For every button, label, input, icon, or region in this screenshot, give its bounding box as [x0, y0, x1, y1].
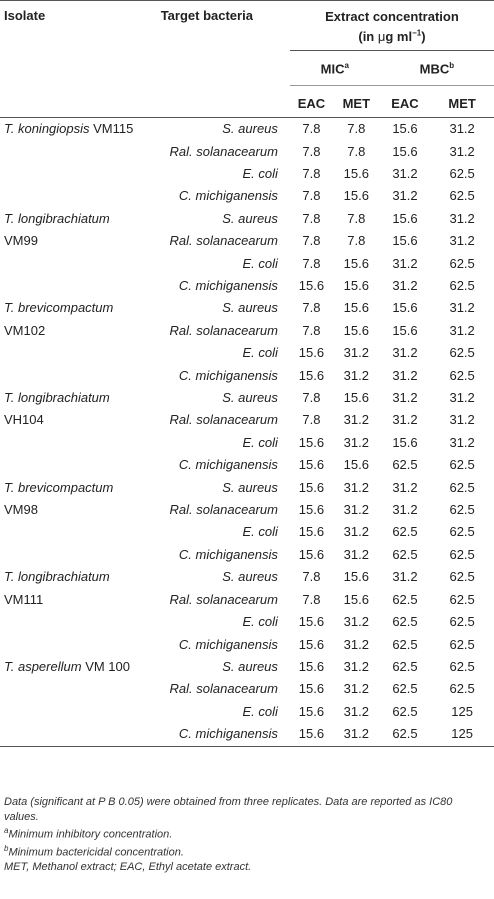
- mbc-eac-cell: 62.5: [392, 546, 418, 562]
- mic-met-cell: 31.2: [343, 345, 369, 361]
- mbc-met-cell: 62.5: [449, 658, 475, 674]
- mbc-header: MBC$^b$: [380, 51, 494, 85]
- header-row-1: [0, 1, 494, 51]
- mic-eac-cell: 7.8: [302, 143, 321, 159]
- target-cell: C. michiganensis: [178, 367, 278, 383]
- target-cell: E. coli: [242, 524, 278, 540]
- isolate-name: T. brevicompactum VM98: [4, 479, 114, 518]
- mbc-eac-cell: 15.6: [392, 143, 418, 159]
- mic-eac-cell: 7.8: [302, 233, 321, 249]
- isolate-cell: [0, 656, 136, 746]
- mic-eac-cell: 7.8: [302, 591, 321, 607]
- target-cell: E. coli: [242, 703, 278, 719]
- mic-met-cell: 31.2: [343, 546, 369, 562]
- target-cell: E. coli: [242, 614, 278, 630]
- target-cell: S. aureus: [222, 390, 278, 406]
- mbc-met-cell: 31.2: [449, 210, 475, 226]
- extract-concentration-header: [290, 1, 494, 51]
- mic-eac-cell: 7.8: [302, 322, 321, 338]
- isolate-cell: [0, 387, 136, 477]
- target-cell: Ral. solanacearum: [169, 143, 278, 159]
- table-row: [0, 656, 494, 678]
- table-row: [0, 208, 494, 230]
- mic-eac-cell: 7.8: [302, 210, 321, 226]
- target-cell: E. coli: [242, 255, 278, 271]
- mbc-met-cell: 125: [451, 726, 473, 742]
- isolate-name: T. longibrachiatum VM111: [4, 569, 110, 607]
- mic-met-cell: 31.2: [343, 479, 369, 495]
- footnote-data: Data (significant at P B 0.05) were obtained from three replicates. Data are reported as IC80 values.: [4, 796, 453, 823]
- mbc-met-cell: 31.2: [449, 143, 475, 159]
- target-cell: S. aureus: [222, 121, 278, 137]
- mic-met-cell: 15.6: [343, 322, 369, 338]
- isolate-name: T. longibrachiatum VH104: [4, 390, 110, 428]
- mbc-met-cell: 62.5: [449, 614, 475, 630]
- mic-met-cell: 15.6: [343, 278, 369, 293]
- isolate-name: T. brevicompactum VM102: [4, 300, 114, 338]
- target-cell: Ral. solanacearum: [169, 591, 278, 607]
- mbc-eac-cell: 62.5: [392, 457, 418, 473]
- mbc-eac-cell: 15.6: [392, 233, 418, 249]
- mic-met-cell: 15.6: [343, 591, 369, 607]
- target-cell: S. aureus: [222, 658, 278, 674]
- mic-met-cell: 7.8: [347, 143, 366, 159]
- target-cell: E. coli: [242, 434, 278, 450]
- isolate-name: T. koningiopsis VM115: [4, 121, 134, 137]
- mic-eac-cell: 15.6: [298, 367, 325, 383]
- mic-met-cell: 31.2: [343, 524, 369, 540]
- mic-met-cell: 7.8: [347, 233, 366, 249]
- mbc-eac-cell: 31.2: [392, 278, 418, 293]
- mic-met-header: MET: [342, 95, 371, 111]
- table-row: [0, 477, 494, 499]
- mic-eac-cell: 15.6: [298, 681, 325, 697]
- mbc-met-cell: 62.5: [449, 345, 475, 361]
- table-body: [0, 118, 494, 746]
- mbc-eac-cell: 62.5: [392, 681, 418, 697]
- mbc-met-cell: 31.2: [449, 322, 475, 338]
- isolate-cell: [0, 118, 136, 208]
- target-cell: C. michiganensis: [178, 457, 278, 473]
- table-row: [0, 566, 494, 588]
- target-cell: C. michiganensis: [178, 188, 278, 204]
- mbc-eac-cell: 31.2: [392, 479, 418, 495]
- mbc-eac-cell: 62.5: [392, 614, 418, 630]
- mbc-eac-cell: 62.5: [392, 726, 418, 742]
- mbc-met-cell: 62.5: [449, 367, 475, 383]
- isolate-name: T. asperellum VM 100: [4, 658, 130, 674]
- mbc-eac-cell: 15.6: [392, 121, 418, 137]
- mbc-eac-cell: 62.5: [392, 591, 418, 607]
- mbc-met-cell: 62.5: [449, 524, 475, 540]
- mic-met-cell: 15.6: [343, 188, 369, 204]
- mic-eac-header: EAC: [297, 95, 326, 111]
- table-header: [0, 1, 494, 118]
- footnotes: [4, 795, 490, 875]
- mbc-eac-cell: 15.6: [392, 210, 418, 226]
- mic-eac-cell: 7.8: [302, 188, 321, 204]
- mbc-met-cell: 62.5: [449, 165, 475, 181]
- mic-eac-cell: 7.8: [302, 390, 321, 406]
- mbc-met-cell: 31.2: [449, 300, 475, 316]
- mbc-eac-cell: 15.6: [392, 322, 418, 338]
- target-cell: S. aureus: [222, 479, 278, 495]
- mic-met-cell: 31.2: [343, 412, 369, 428]
- mbc-met-cell: 31.2: [449, 121, 475, 137]
- mic-met-cell: 31.2: [343, 502, 369, 518]
- mic-eac-cell: 15.6: [298, 614, 325, 630]
- header-row-2: [0, 51, 494, 85]
- mbc-met-cell: 62.5: [449, 502, 475, 518]
- table-row: [0, 297, 494, 319]
- mbc-eac-cell: 62.5: [392, 658, 418, 674]
- mbc-eac-cell: 31.2: [392, 412, 418, 428]
- mic-met-cell: 7.8: [347, 210, 366, 226]
- footnote-abbreviations: MET, Methanol extract; EAC, Ethyl acetate extract.: [4, 861, 252, 874]
- target-cell: Ral. solanacearum: [169, 502, 278, 518]
- isolate-header: Isolate: [4, 8, 46, 23]
- mbc-eac-cell: 31.2: [392, 390, 418, 406]
- isolate-cell: [0, 208, 136, 298]
- mbc-eac-cell: 62.5: [392, 636, 418, 652]
- mic-met-cell: 31.2: [343, 681, 369, 697]
- mbc-met-header: MET: [448, 95, 476, 111]
- mic-met-cell: 15.6: [343, 569, 369, 585]
- mbc-eac-cell: 31.2: [392, 345, 418, 361]
- mic-header: MIC$^a$: [290, 51, 380, 85]
- mic-eac-cell: 7.8: [302, 121, 321, 137]
- mic-met-cell: 31.2: [343, 614, 369, 630]
- mbc-met-cell: 62.5: [449, 188, 475, 204]
- mbc-eac-cell: 31.2: [392, 255, 418, 271]
- mic-eac-cell: 15.6: [298, 658, 325, 674]
- mbc-eac-cell: 62.5: [392, 524, 418, 540]
- mbc-met-cell: 62.5: [449, 636, 475, 652]
- mic-eac-cell: 15.6: [298, 636, 325, 652]
- target-cell: Ral. solanacearum: [169, 681, 278, 697]
- mbc-met-cell: 62.5: [449, 681, 475, 697]
- target-cell: S. aureus: [222, 569, 278, 585]
- mic-met-cell: 15.6: [343, 390, 369, 406]
- mic-eac-cell: 15.6: [298, 546, 325, 562]
- mbc-met-cell: 31.2: [449, 434, 475, 450]
- mic-eac-cell: 15.6: [298, 345, 325, 361]
- mbc-eac-cell: 15.6: [392, 300, 418, 316]
- mbc-met-cell: 31.2: [449, 233, 475, 249]
- mbc-eac-cell: 31.2: [392, 367, 418, 383]
- mic-met-cell: 15.6: [343, 300, 369, 316]
- mbc-eac-cell: 31.2: [392, 502, 418, 518]
- target-cell: C. michiganensis: [178, 636, 278, 652]
- mic-met-cell: 31.2: [343, 726, 369, 742]
- mbc-met-cell: 62.5: [449, 546, 475, 562]
- mic-met-cell: 31.2: [343, 367, 369, 383]
- target-cell: C. michiganensis: [178, 726, 278, 742]
- target-cell: E. coli: [242, 345, 278, 361]
- mic-met-cell: 15.6: [343, 165, 369, 181]
- mic-eac-cell: 15.6: [298, 278, 325, 293]
- isolate-name: T. longibrachiatum VM99: [4, 210, 110, 249]
- target-cell: E. coli: [242, 165, 278, 181]
- target-cell: Ral. solanacearum: [169, 322, 278, 338]
- mic-met-cell: 31.2: [343, 658, 369, 674]
- mic-met-cell: 7.8: [347, 121, 366, 137]
- mbc-met-cell: 125: [451, 703, 473, 719]
- extract-line-2: (in μg $ml^{-1}$): [358, 29, 426, 45]
- mic-met-cell: 15.6: [343, 457, 369, 473]
- target-cell: Ral. solanacearum: [169, 412, 278, 428]
- mic-met-cell: 15.6: [343, 255, 369, 271]
- mbc-met-cell: 62.5: [449, 479, 475, 495]
- target-cell: S. aureus: [222, 300, 278, 316]
- mbc-met-cell: 31.2: [449, 412, 475, 428]
- mbc-met-cell: 62.5: [449, 278, 475, 293]
- mbc-eac-cell: 15.6: [392, 434, 418, 450]
- isolate-cell: [0, 566, 136, 656]
- mic-eac-cell: 7.8: [302, 255, 321, 271]
- mbc-met-cell: 62.5: [449, 457, 475, 473]
- footnote-b: $^b$Minimum bactericidal concentration.: [4, 844, 184, 859]
- mic-eac-cell: 15.6: [298, 434, 325, 450]
- target-cell: C. michiganensis: [178, 278, 278, 293]
- mic-eac-cell: 15.6: [298, 703, 325, 719]
- mic-eac-cell: 7.8: [302, 569, 321, 585]
- mic-met-cell: 31.2: [343, 434, 369, 450]
- table-row: [0, 387, 494, 409]
- target-header: Target bacteria: [160, 8, 253, 23]
- mic-eac-cell: 15.6: [298, 726, 325, 742]
- table-row: [0, 118, 494, 141]
- mbc-eac-cell: 31.2: [392, 188, 418, 204]
- mbc-met-cell: 62.5: [449, 569, 475, 585]
- mic-met-cell: 31.2: [343, 703, 369, 719]
- mic-eac-cell: 7.8: [302, 412, 321, 428]
- mbc-met-cell: 62.5: [449, 255, 475, 271]
- mic-eac-cell: 7.8: [302, 165, 321, 181]
- isolate-cell: [0, 297, 136, 387]
- mbc-eac-cell: 31.2: [392, 569, 418, 585]
- mbc-eac-cell: 31.2: [392, 165, 418, 181]
- mbc-met-cell: 31.2: [449, 390, 475, 406]
- mbc-eac-header: EAC: [391, 95, 419, 111]
- header-row-3: [0, 85, 494, 118]
- mbc-eac-cell: 62.5: [392, 703, 418, 719]
- target-cell: C. michiganensis: [178, 546, 278, 562]
- mic-eac-cell: 15.6: [298, 479, 325, 495]
- mic-eac-cell: 15.6: [298, 457, 325, 473]
- mic-eac-cell: 15.6: [298, 524, 325, 540]
- mic-met-cell: 31.2: [343, 636, 369, 652]
- mic-eac-cell: 15.6: [298, 502, 325, 518]
- target-cell: S. aureus: [222, 210, 278, 226]
- target-cell: Ral. solanacearum: [169, 233, 278, 249]
- isolate-cell: [0, 477, 136, 567]
- mic-eac-cell: 7.8: [302, 300, 321, 316]
- mbc-met-cell: 62.5: [449, 591, 475, 607]
- footnote-a: $^a$Minimum inhibitory concentration.: [4, 826, 173, 841]
- extract-line-1: Extract concentration: [325, 9, 459, 24]
